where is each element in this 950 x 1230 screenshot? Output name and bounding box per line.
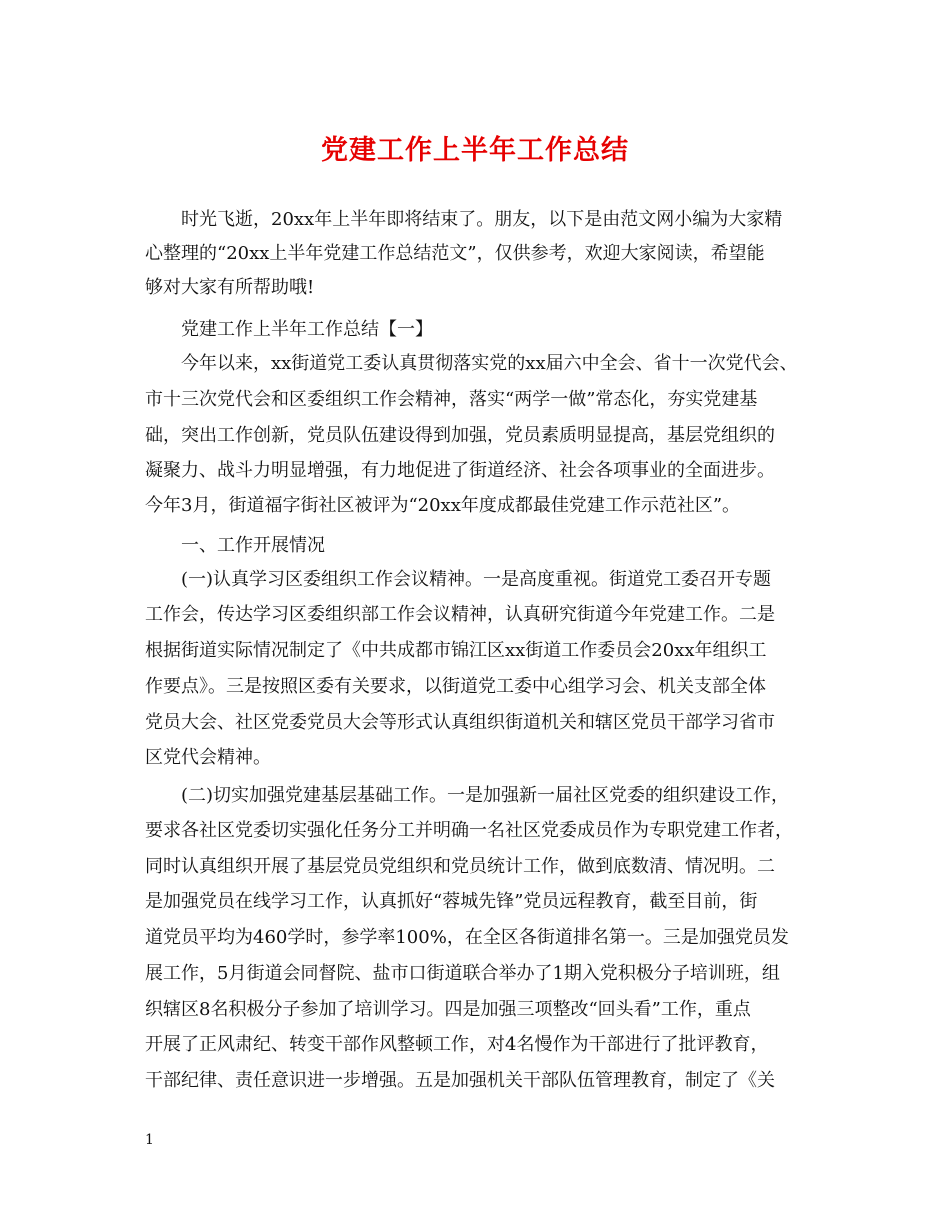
document-title: 党建工作上半年工作总结 <box>321 135 629 166</box>
text-line: 织辖区8名积极分子参加了培训学习。四是加强三项整改“回头看”工作，重点 <box>145 999 751 1020</box>
text-line: 干部纪律、责任意识进一步增强。五是加强机关干部队伍管理教育，制定了《关 <box>145 1070 775 1091</box>
text-line: 道党员平均为460学时，参学率100%，在全区各街道排名第一。三是加强党员发 <box>145 927 789 948</box>
text-line: 展工作，5月街道会同督院、盐市口街道联合举办了1期入党积极分子培训班，组 <box>145 963 780 984</box>
text-line: 工作会，传达学习区委组织部工作会议精神，认真研究街道今年党建工作。二是 <box>145 604 775 625</box>
section-heading: 一、工作开展情况 <box>181 535 325 556</box>
text-line: 今年以来，xx街道党工委认真贯彻落实党的xx届六中全会、省十一次党代会、 <box>181 353 798 374</box>
text-line: 是加强党员在线学习工作，认真抓好“蓉城先锋”党员远程教育，截至目前，街 <box>145 891 758 912</box>
text-line: 市十三次党代会和区委组织工作会精神，落实“两学一做”常态化，夯实党建基 <box>145 389 758 410</box>
text-line: 心整理的“20xx上半年党建工作总结范文”，仅供参考，欢迎大家阅读，希望能 <box>145 243 765 264</box>
text-line: 够对大家有所帮助哦! <box>145 277 315 298</box>
text-line: (一)认真学习区委组织工作会议精神。一是高度重视。街道党工委召开专题 <box>181 569 772 590</box>
text-line: 作要点》。三是按照区委有关要求，以街道党工委中心组学习会、机关支部全体 <box>145 676 766 697</box>
text-line: 根据街道实际情况制定了《中共成都市锦江区xx街道工作委员会20xx年组织工 <box>145 640 767 661</box>
text-line: (二)切实加强党建基层基础工作。一是加强新一届社区党委的组织建设工作， <box>181 785 790 806</box>
text-line: 党员大会、社区党委党员大会等形式认真组织街道机关和辖区党员干部学习省市 <box>145 712 775 733</box>
text-line: 要求各社区党委切实强化任务分工并明确一名社区党委成员作为专职党建工作者， <box>145 820 793 841</box>
page-number: 1 <box>145 1132 154 1148</box>
text-line: 同时认真组织开展了基层党员党组织和党员统计工作，做到底数清、情况明。二 <box>145 856 775 877</box>
text-line: 凝聚力、战斗力明显增强，有力地促进了街道经济、社会各项事业的全面进步。 <box>145 460 775 481</box>
text-line: 础，突出工作创新，党员队伍建设得到加强，党员素质明显提高，基层党组织的 <box>145 425 775 446</box>
section-heading: 党建工作上半年工作总结【一】 <box>181 319 433 340</box>
text-line: 今年3月，街道福字街社区被评为“20xx年度成都最佳党建工作示范社区”。 <box>145 495 741 516</box>
text-line: 区党代会精神。 <box>145 747 271 768</box>
text-line: 开展了正风肃纪、转变干部作风整顿工作，对4名慢作为干部进行了批评教育， <box>145 1034 769 1055</box>
text-line: 时光飞逝，20xx年上半年即将结束了。朋友，以下是由范文网小编为大家精 <box>181 209 783 230</box>
